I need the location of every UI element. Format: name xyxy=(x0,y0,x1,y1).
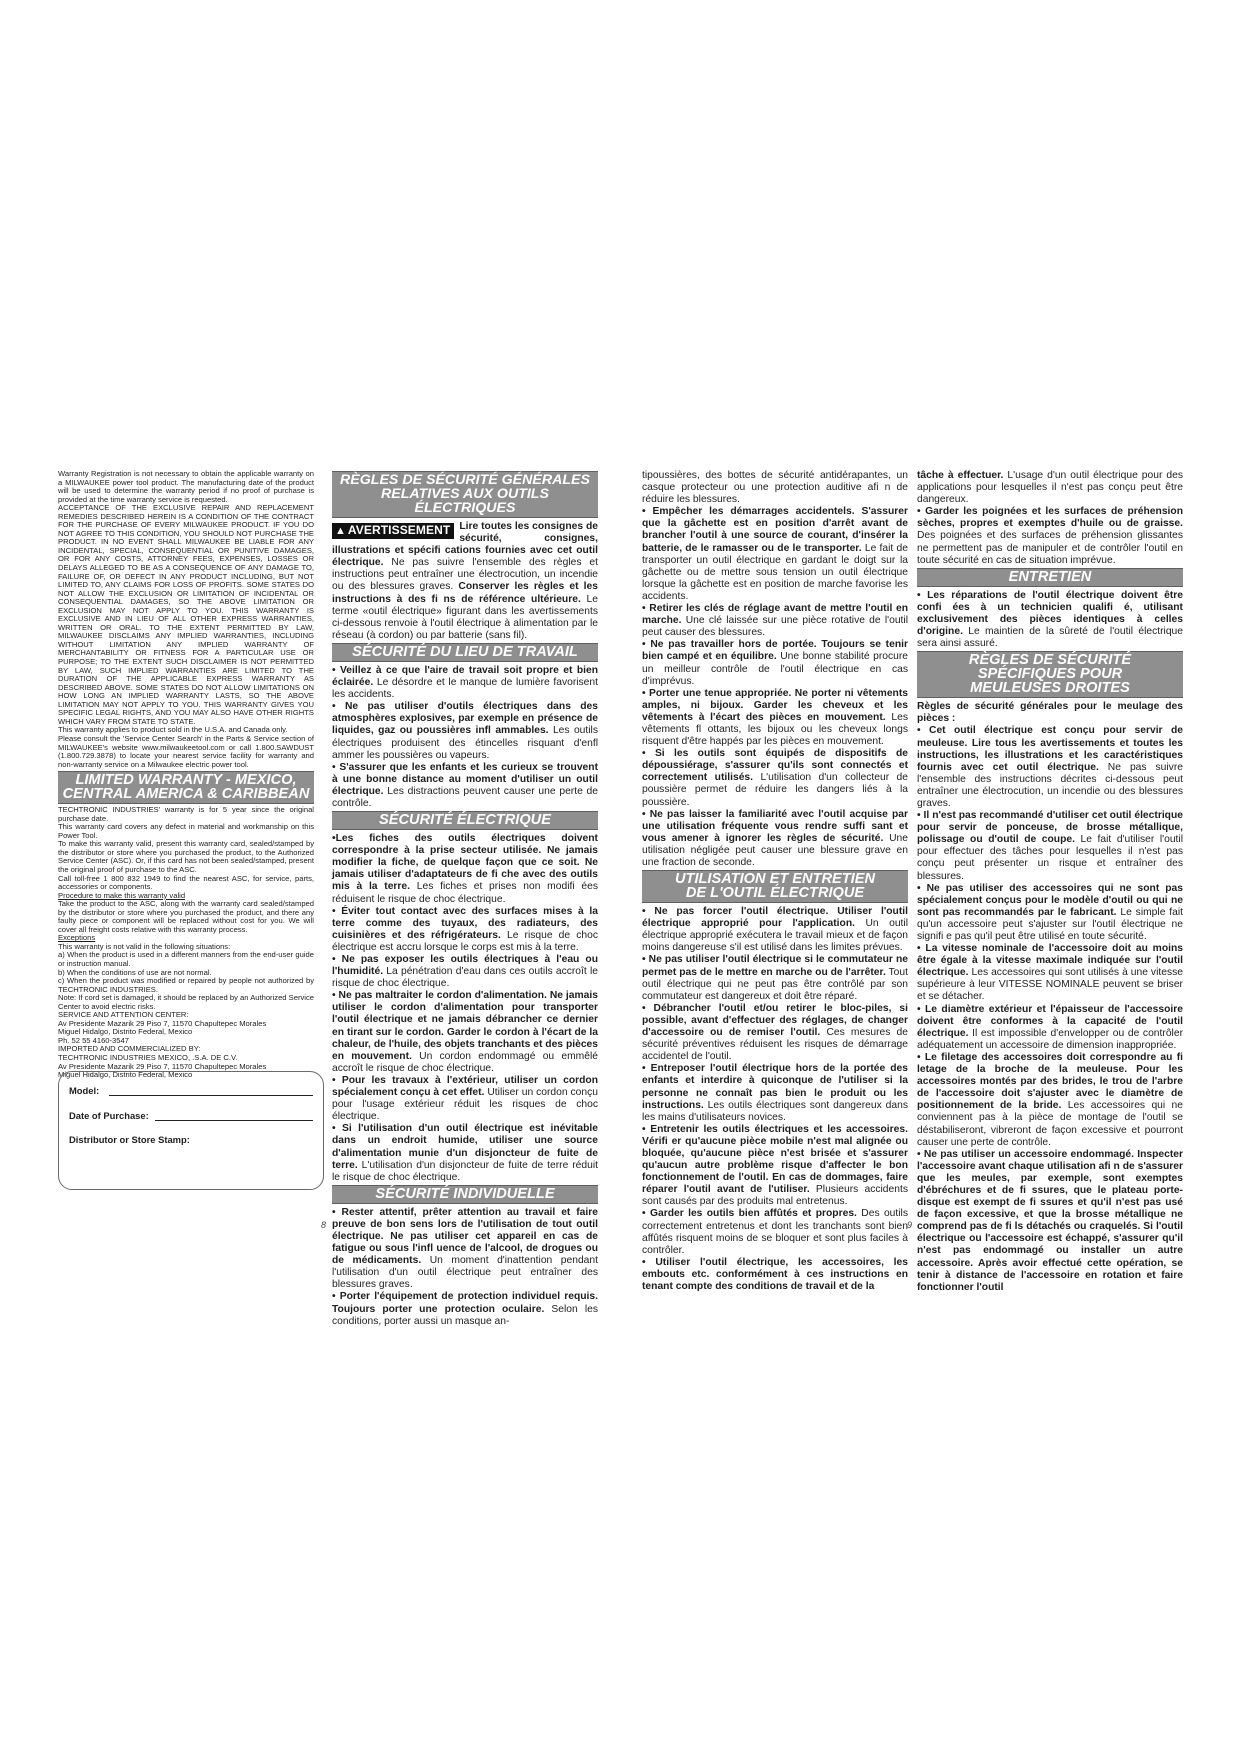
importer-label: IMPORTED AND COMMERCIALIZED BY: xyxy=(58,1044,201,1054)
warranty-registration-text: Warranty Registration is not necessary to obtain the applicable warranty on a MILWAUKEE power tool product. The manufacturing date of the product will be used to determine the warranty period if no proof of purchase is provided at the time warranty service is requested. xyxy=(58,469,314,504)
list-item: • S'assurer que les enfants et les curieux se trouvent à une bonne distance au moment d'utiliser un outil électrique. Les distractions peuvent causer une perte de contrôle. xyxy=(332,761,598,809)
list-item: • Le filetage des accessoires doit correspondre au fi letage de la broche de la meuleuse. Pour les accessoires montés par des brides, le trou de l'arbre de l'accessoire doit s'ajuster avec le diamètre de positionnement de la bride. Les accessoires qui ne conviennent pas à la pièce de montage de l'outil se déstabiliseront, vibreront de façon excessive et pourront causer une perte de contrôle. xyxy=(917,1051,1184,1148)
list-item: • Ne pas forcer l'outil électrique. Utiliser l'outil électrique approprié pour l'application. Un outil électrique approprié exécutera le travail mieux et de façon moins dangereuse s'il est utilisé dans les limites prévues. xyxy=(642,906,908,954)
service-center-phone: Ph. 52 55 4160-3547 xyxy=(58,1035,129,1045)
list-item: • Si les outils sont équipés de dispositifs de dépoussiérage, s'assurer qu'ils sont connectés et correctement utilisés. L'utilisation d'un collecteur de poussière permet de réduire les dangers liés à la poussière. xyxy=(642,748,908,808)
list-item: • Il n'est pas recommandé d'utiliser cet outil électrique pour servir de ponceuse, de brosse métallique, polissage ou d'outil de coupe. Le fait d'utiliser l'outil pour effectuer des tâches pour lesquelles il n'est pas conçu peut présenter un risque et entraîner des blessures. xyxy=(917,810,1183,882)
page-number-left: 8 xyxy=(321,1220,327,1230)
list-item: • Garder les outils bien affûtés et propres. Des outils correctement entretenus et dont les tranchants sont bien affûtés risquent moins de se bloquer et sont plus faciles à contrôler. xyxy=(642,1208,908,1256)
mexico-warranty-duration: TECHTRONIC INDUSTRIES' warranty is for 5 year since the original purchase date. xyxy=(58,805,314,823)
service-header: ENTRETIEN xyxy=(917,568,1183,587)
list-item: • Rester attentif, prêter attention au travail et faire preuve de bon sens lors de l'utilisation de tout outil électrique. Ne pas utiliser cet appareil en cas de fatigue ou sous l'infl uence de l'alcool, de drogues ou de médicaments. Un moment d'inattention pendant l'utilisation d'un outil électrique peut entraîner des blessures graves. xyxy=(332,1206,598,1291)
grinder-specific-rules-header: RÈGLES DE SÉCURITÉ SPÉCIFIQUES POUR MEULEUSES DROITES xyxy=(917,651,1183,698)
list-item: • Ne pas exposer les outils électriques à l'eau ou l'humidité. La pénétration d'eau dans ces outils accroît le risque de choc électrique. xyxy=(332,954,598,990)
tool-use-care-header: UTILISATION ET ENTRETIEN DE L'OUTIL ÉLECTRIQUE xyxy=(642,870,908,903)
personal-safety-header: SÉCURITÉ INDIVIDUELLE xyxy=(332,1185,598,1204)
list-item: • Ne pas utiliser un accessoire endommagé. Inspecter l'accessoire avant chaque utilisation afi n de s'assurer que les meules, par exemple, sont exemptes d'ébréchures et de fi ssures, que le plateau porte-disque est exempt de fi ssures et qu'il n'est pas usé de façon excessive, et que la brosse métallique ne comprend pas de fi ls détachés ou craquelés. Si l'outil électrique ou l'accessoire est échappé, s'assurer qu'il n'est pas endommagé ou installer un autre accessoire. Après avoir effectué cette opération, se tenir à distance de l'accessoire en rotation et faire fonctionner l'outil xyxy=(917,1148,1183,1293)
list-item: • Les réparations de l'outil électrique doivent être confi ées à un technicien qualifi é, utilisant exclusivement des pièces identiques à celles d'origine. Le maintien de la sûreté de l'outil électrique sera ainsi assuré. xyxy=(917,589,1183,650)
grinder-rules-column xyxy=(917,470,1183,1294)
mexico-warranty-validity: To make this warranty valid, present this warranty card, sealed/stamped by the distributor or store where you purchased the product, to the Authorized Service Center (ASC). Or, if this card has not been sealed/stamped, present the original proof of purchase to the ASC. xyxy=(58,839,314,874)
list-item: • La vitesse nominale de l'accessoire doit au moins être égale à la vitesse maximale indiquée sur l'outil électrique. Les accessoires qui sont utilisés à une vitesse supérieure à leur VITESSE NOMINALE peuvent se briser et se détacher. xyxy=(917,943,1183,1003)
mexico-warranty-coverage: This warranty card covers any defect in material and workmanship on this Power Tool. xyxy=(58,822,314,840)
importer-name: TECHTRONIC INDUSTRIES MEXICO, .S.A. DE C.V. xyxy=(58,1053,238,1062)
service-center-label: SERVICE AND ATTENTION CENTER: xyxy=(58,1010,189,1020)
electrical-safety-header: SÉCURITÉ ÉLECTRIQUE xyxy=(332,811,598,830)
warning-triangle-icon: ▲ xyxy=(335,525,346,537)
list-item: • Ne pas utiliser l'outil électrique si le commutateur ne permet pas de le mettre en marche ou de l'arrêter. Tout outil électrique qui ne peut pas être contrôlé par son commutateur est dangereux et doit être réparé. xyxy=(642,954,908,1002)
model-line xyxy=(109,1095,313,1096)
list-item: • Garder les poignées et les surfaces de préhension sèches, propres et exemptes d'huile ou de graisse. Des poignées et des surfaces de préhension glissantes ne permettent pas de manipuler et de contrôler l'outil en toute sécurité en cas de situation imprévue. xyxy=(917,506,1183,566)
continued-text: tâche à effectuer. L'usage d'un outil électrique pour des applications pour lesquelles il n'est pas conçu peut être dangereux. xyxy=(917,470,1183,506)
procedure-text: Take the product to the ASC, along with the warranty card sealed/stamped by the distributor or store where you purchased the product, and there any faulty piece or component will be replaced without cost for you. We will cover all freight costs relative with this warranty process. xyxy=(58,899,314,934)
warning-badge: ▲ AVERTISSEMENT xyxy=(332,523,454,539)
list-item: • Entretenir les outils électriques et les accessoires. Vérifi er qu'aucune pièce mobile n'est mal alignée ou bloquée, qu'aucune pièce n'est brisée et s'assurer qu'aucun autre problème risque d'affecter le bon fonctionnement de l'outil. En cas de dommages, faire réparer l'outil avant de l'utiliser. Plusieurs accidents sont causés par des produits mal entretenus. xyxy=(642,1123,908,1208)
warranty-region-text: This warranty applies to product sold in the U.S.A. and Canada only. xyxy=(58,725,288,735)
warranty-card-box xyxy=(58,1071,324,1190)
general-safety-header: RÈGLES DE SÉCURITÉ GÉNÉRALES RELATIVES AUX OUTILS ÉLECTRIQUES xyxy=(332,471,598,518)
list-item: •Les fiches des outils électriques doivent correspondre à la prise secteur utilisée. Ne jamais modifier la fiche, de quelque façon que ce soit. Ne jamais utiliser d'adaptateurs de fi che avec des outils mis à la terre. Les fiches et prises non modifi ées réduisent le risque de choc électrique. xyxy=(332,833,598,905)
procedure-heading: Procedure to make this warranty valid xyxy=(58,890,186,900)
list-item: • Empêcher les démarrages accidentels. S'assurer que la gâchette est en position d'arrêt avant de brancher l'outil à une source de courant, d'insérer la batterie, de le ramasser ou de le transporter. Le fait de transporter un outil électrique en gardant le doigt sur la gâchette ou de mettre sous tension un outil électrique lorsque la gâchette est en position de marche favorise les accidents. xyxy=(642,506,908,602)
model-label: Model: xyxy=(69,1085,100,1096)
warning-paragraph: ▲ AVERTISSEMENT Lire toutes les consignes de sécurité, consignes, illustrations et spécifi cations fournies avec cet outil électrique. Ne pas suivre l'ensemble des règles et instructions peut entraîner une électrocution, un incendie ou des blessures graves. Conserver les règles et les instructions à des fi ns de référence ultérieure. Le terme «outil électrique» figurant dans les avertissements ci-dessous renvoie à l'outil électrique à alimentation par le réseau (à cordon) ou par batterie (sans fil). xyxy=(332,521,598,641)
list-item: • Pour les travaux à l'extérieur, utiliser un cordon spécialement conçu à cet effet. Utiliser un cordon conçu pour l'usage extérieur réduit les risques de choc électrique. xyxy=(332,1074,598,1123)
exception-c: c) When the product was modified or repaired by people not authorized by TECHTRONIC INDUSTRIES. xyxy=(58,976,314,994)
warranty-legal-text: ACCEPTANCE OF THE EXCLUSIVE REPAIR AND REPLACEMENT REMEDIES DESCRIBED HEREIN IS A CONDITION OF THE CONTRACT FOR THE PURCHASE OF EVERY MILWAUKEE PRODUCT. IF YOU DO NOT AGREE TO THIS CONDITION, YOU SHOULD NOT PURCHASE THE PRODUCT. IN NO EVENT SHALL MILWAUKEE BE LIABLE FOR ANY INCIDENTAL, SPECIAL, CONSEQUENTIAL OR PUNITIVE DAMAGES, OR FOR ANY COSTS, ATTORNEY FEES, EXPENSES, LOSSES OR DELAYS ALLEGED TO BE AS A CONSEQUENCE OF ANY DAMAGE TO, FAILURE OF, OR DEFECT IN ANY PRODUCT INCLUDING, BUT NOT LIMITED TO, ANY CLAIMS FOR LOSS OF PROFITS. SOME STATES DO NOT ALLOW THE EXCLUSION OR LIMITATION OF INCIDENTAL OR CONSEQUENTIAL DAMAGES, SO THE ABOVE LIMITATION OR EXCLUSION MAY NOT APPLY TO YOU. THIS WARRANTY IS EXCLUSIVE AND IN LIEU OF ALL OTHER EXPRESS WARRANTIES, WRITTEN OR ORAL. TO THE EXTENT PERMITTED BY LAW, MILWAUKEE DISCLAIMS ANY IMPLIED WARRANTIES, INCLUDING WITHOUT LIMITATION ANY IMPLIED WARRANTY OF MERCHANTABILITY OR FITNESS FOR A PARTICULAR USE OR PURPOSE; TO THE EXTENT SUCH DISCLAIMER IS NOT PERMITTED BY LAW, SUCH IMPLIED WARRANTIES ARE LIMITED TO THE DURATION OF THE APPLICABLE EXPRESS WARRANTY AS DESCRIBED ABOVE. SOME STATES DO NOT ALLOW LIMITATIONS ON HOW LONG AN IMPLIED WARRANTY LASTS, SO THE ABOVE LIMITATION MAY NOT APPLY TO YOU. THIS WARRANTY GIVES YOU SPECIFIC LEGAL RIGHTS, AND YOU MAY ALSO HAVE OTHER RIGHTS WHICH VARY FROM STATE TO STATE. xyxy=(58,503,314,726)
service-center-address-2: Miguel Hidalgo, Distrito Federal, Mexico xyxy=(58,1027,193,1037)
list-item: • Utiliser l'outil électrique, les accessoires, les embouts etc. conformément à ces instructions en tenant compte des conditions de travail et de la xyxy=(642,1256,908,1292)
list-item: • Porter une tenue appropriée. Ne porter ni vêtements amples, ni bijoux. Garder les cheveux et les vêtements à l'écart des pièces en mouvement. Les vêtements fl ottants, les bijoux ou les cheveux longs risquent d'être happés par les pièces en mouvement. xyxy=(642,687,908,748)
list-item: • Ne pas travailler hors de portée. Toujours se tenir bien campé et en équilibre. Une bonne stabilité procure un meilleur contrôle de l'outil électrique en cas d'imprévus. xyxy=(642,639,909,687)
exceptions-heading: Exceptions xyxy=(58,933,96,943)
exception-b: b) When the conditions of use are not normal. xyxy=(58,967,212,977)
list-item: • Veillez à ce que l'aire de travail soit propre et bien éclairée. Le désordre et le manque de lumière favorisent les accidents. xyxy=(332,664,598,701)
limited-warranty-mexico-header: LIMITED WARRANTY - MEXICO, CENTRAL AMERICA & CARIBBEAN xyxy=(58,771,314,804)
personal-safety-continued-column xyxy=(642,470,908,1293)
list-item: • Retirer les clés de réglage avant de mettre l'outil en marche. Une clé laissée sur une pièce rotative de l'outil peut causer des blessures. xyxy=(642,603,908,639)
list-item: • Le diamètre extérieur et l'épaisseur de l'accessoire doivent être conformes à la capacité de l'outil électrique. Il est impossible d'envelopper ou de contrôler adéquatement un accessoire de dimension inappropriée. xyxy=(917,1003,1183,1051)
exceptions-intro: This warranty is not valid in the following situations: xyxy=(58,941,231,951)
mexico-toll-free: Call toll-free 1 800 832 1949 to find the nearest ASC, for service, parts, accessories or components. xyxy=(58,873,314,892)
list-item: • Ne pas utiliser des accessoires qui ne sont pas spécialement conçus pour le modèle d'outil ou qui ne sont pas recommandés par le fabricant. Le simple fait qu'un accessoire peut s'ajuster sur l'outil électrique ne signifi e pas qu'il peut être utilisé en toute sécurité. xyxy=(917,882,1184,942)
list-item: • Débrancher l'outil et/ou retirer le bloc-piles, si possible, avant d'effectuer des réglages, de changer d'accessoire ou de remiser l'outil. Ces mesures de sécurité préventives réduisent les risques de démarrage accidentel de l'outil. xyxy=(642,1002,908,1063)
warranty-service-text: Please consult the 'Service Center Search' in the Parts & Service section of MILWAUKEE's website www.milwaukeetool.com or call 1.800.SAWDUST (1.800.729.3878) to locate your nearest service facility for warranty and non-warranty service on a Milwaukee electric power tool. xyxy=(58,733,314,769)
list-item: • Éviter tout contact avec des surfaces mises à la terre comme des tuyaux, des radiateurs, des cuisinières et des réfrigérateurs. Le risque de choc électrique est accru lorsque le corps est mis à la terre. xyxy=(332,905,598,953)
warranty-column xyxy=(58,470,314,1080)
general-safety-column xyxy=(332,470,598,1328)
list-item: • Entreposer l'outil électrique hors de la portée des enfants et interdire à quiconque de l'utiliser si la personne ne connaît pas bien le produit ou les instructions. Les outils électriques sont dangereux dans les mains d'utilisateurs novices. xyxy=(642,1063,908,1123)
list-item: • Ne pas maltraiter le cordon d'alimentation. Ne jamais utiliser le cordon d'alimentation pour transporter l'outil électrique et ne jamais débrancher ce dernier en tirant sur le cordon. Garder le cordon à l'écart de la chaleur, de l'huile, des objets tranchants et des pièces en mouvement. Un cordon endommagé ou emmêlé accroît le risque de choc électrique. xyxy=(332,990,598,1074)
importer-address-1: Av Presidente Mazarik 29 Piso 7, 11570 Chapultepec Morales xyxy=(58,1061,267,1071)
exception-a: a) When the product is used in a different manners from the end-user guide or instruction manual. xyxy=(58,950,314,968)
list-item: • Ne pas laisser la familiarité avec l'outil acquise par une utilisation fréquente vous rendre suffi sant et vous amener à ignorer les règles de sécurité. Une utilisation négligée peut causer une blessure grave en une fraction de seconde. xyxy=(642,808,908,868)
service-center-address-1: Av Presidente Mazarik 29 Piso 7, 11570 Chapultepec Morales xyxy=(58,1018,267,1028)
list-item: • Porter l'équipement de protection individuel requis. Toujours porter une protection oculaire. Selon les conditions, porter aussi un masque an- xyxy=(332,1291,598,1327)
date-line xyxy=(155,1120,313,1121)
importer-address-2: Miguel Hidalgo, Distrito Federal, Mexico xyxy=(58,1070,193,1080)
grinding-rules-intro: Règles de sécurité générales pour le meulage des pièces : xyxy=(917,701,1183,725)
manual-spread xyxy=(50,0,1191,1754)
page-number-right: 9 xyxy=(907,1220,913,1230)
continued-text: tipoussières, des bottes de sécurité antidérapantes, un casque protecteur ou une protection auditive afi n de réduire les blessures. xyxy=(642,470,908,506)
date-of-purchase-label: Date of Purchase: xyxy=(69,1110,149,1121)
list-item: • Ne pas utiliser d'outils électriques dans des atmosphères explosives, par exemple en présence de liquides, gaz ou poussières infl ammables. Les outils électriques produisent des étincelles risquant d'enfl ammer les poussières ou vapeurs. xyxy=(332,701,598,761)
work-area-safety-header: SÉCURITÉ DU LIEU DE TRAVAIL xyxy=(332,643,598,662)
list-item: • Si l'utilisation d'un outil électrique est inévitable dans un endroit humide, utiliser une source d'alimentation munie d'un disjoncteur de fuite de terre. L'utilisation d'un disjoncteur de fuite de terre réduit le risque de choc électrique. xyxy=(332,1123,598,1183)
cord-note: Note: If cord set is damaged, it should be replaced by an Authorized Service Center to avoid electric risks. xyxy=(58,993,314,1011)
list-item: • Cet outil électrique est conçu pour servir de meuleuse. Lire tous les avertissements et toutes les instructions, les illustrations et les caractéristiques fournis avec cet outil électrique. Ne pas suivre l'ensemble des instructions décrites ci-dessous peut entraîner une électrocution, un incendie ou des blessures graves. xyxy=(917,725,1183,809)
distributor-stamp-label: Distributor or Store Stamp: xyxy=(69,1134,190,1145)
